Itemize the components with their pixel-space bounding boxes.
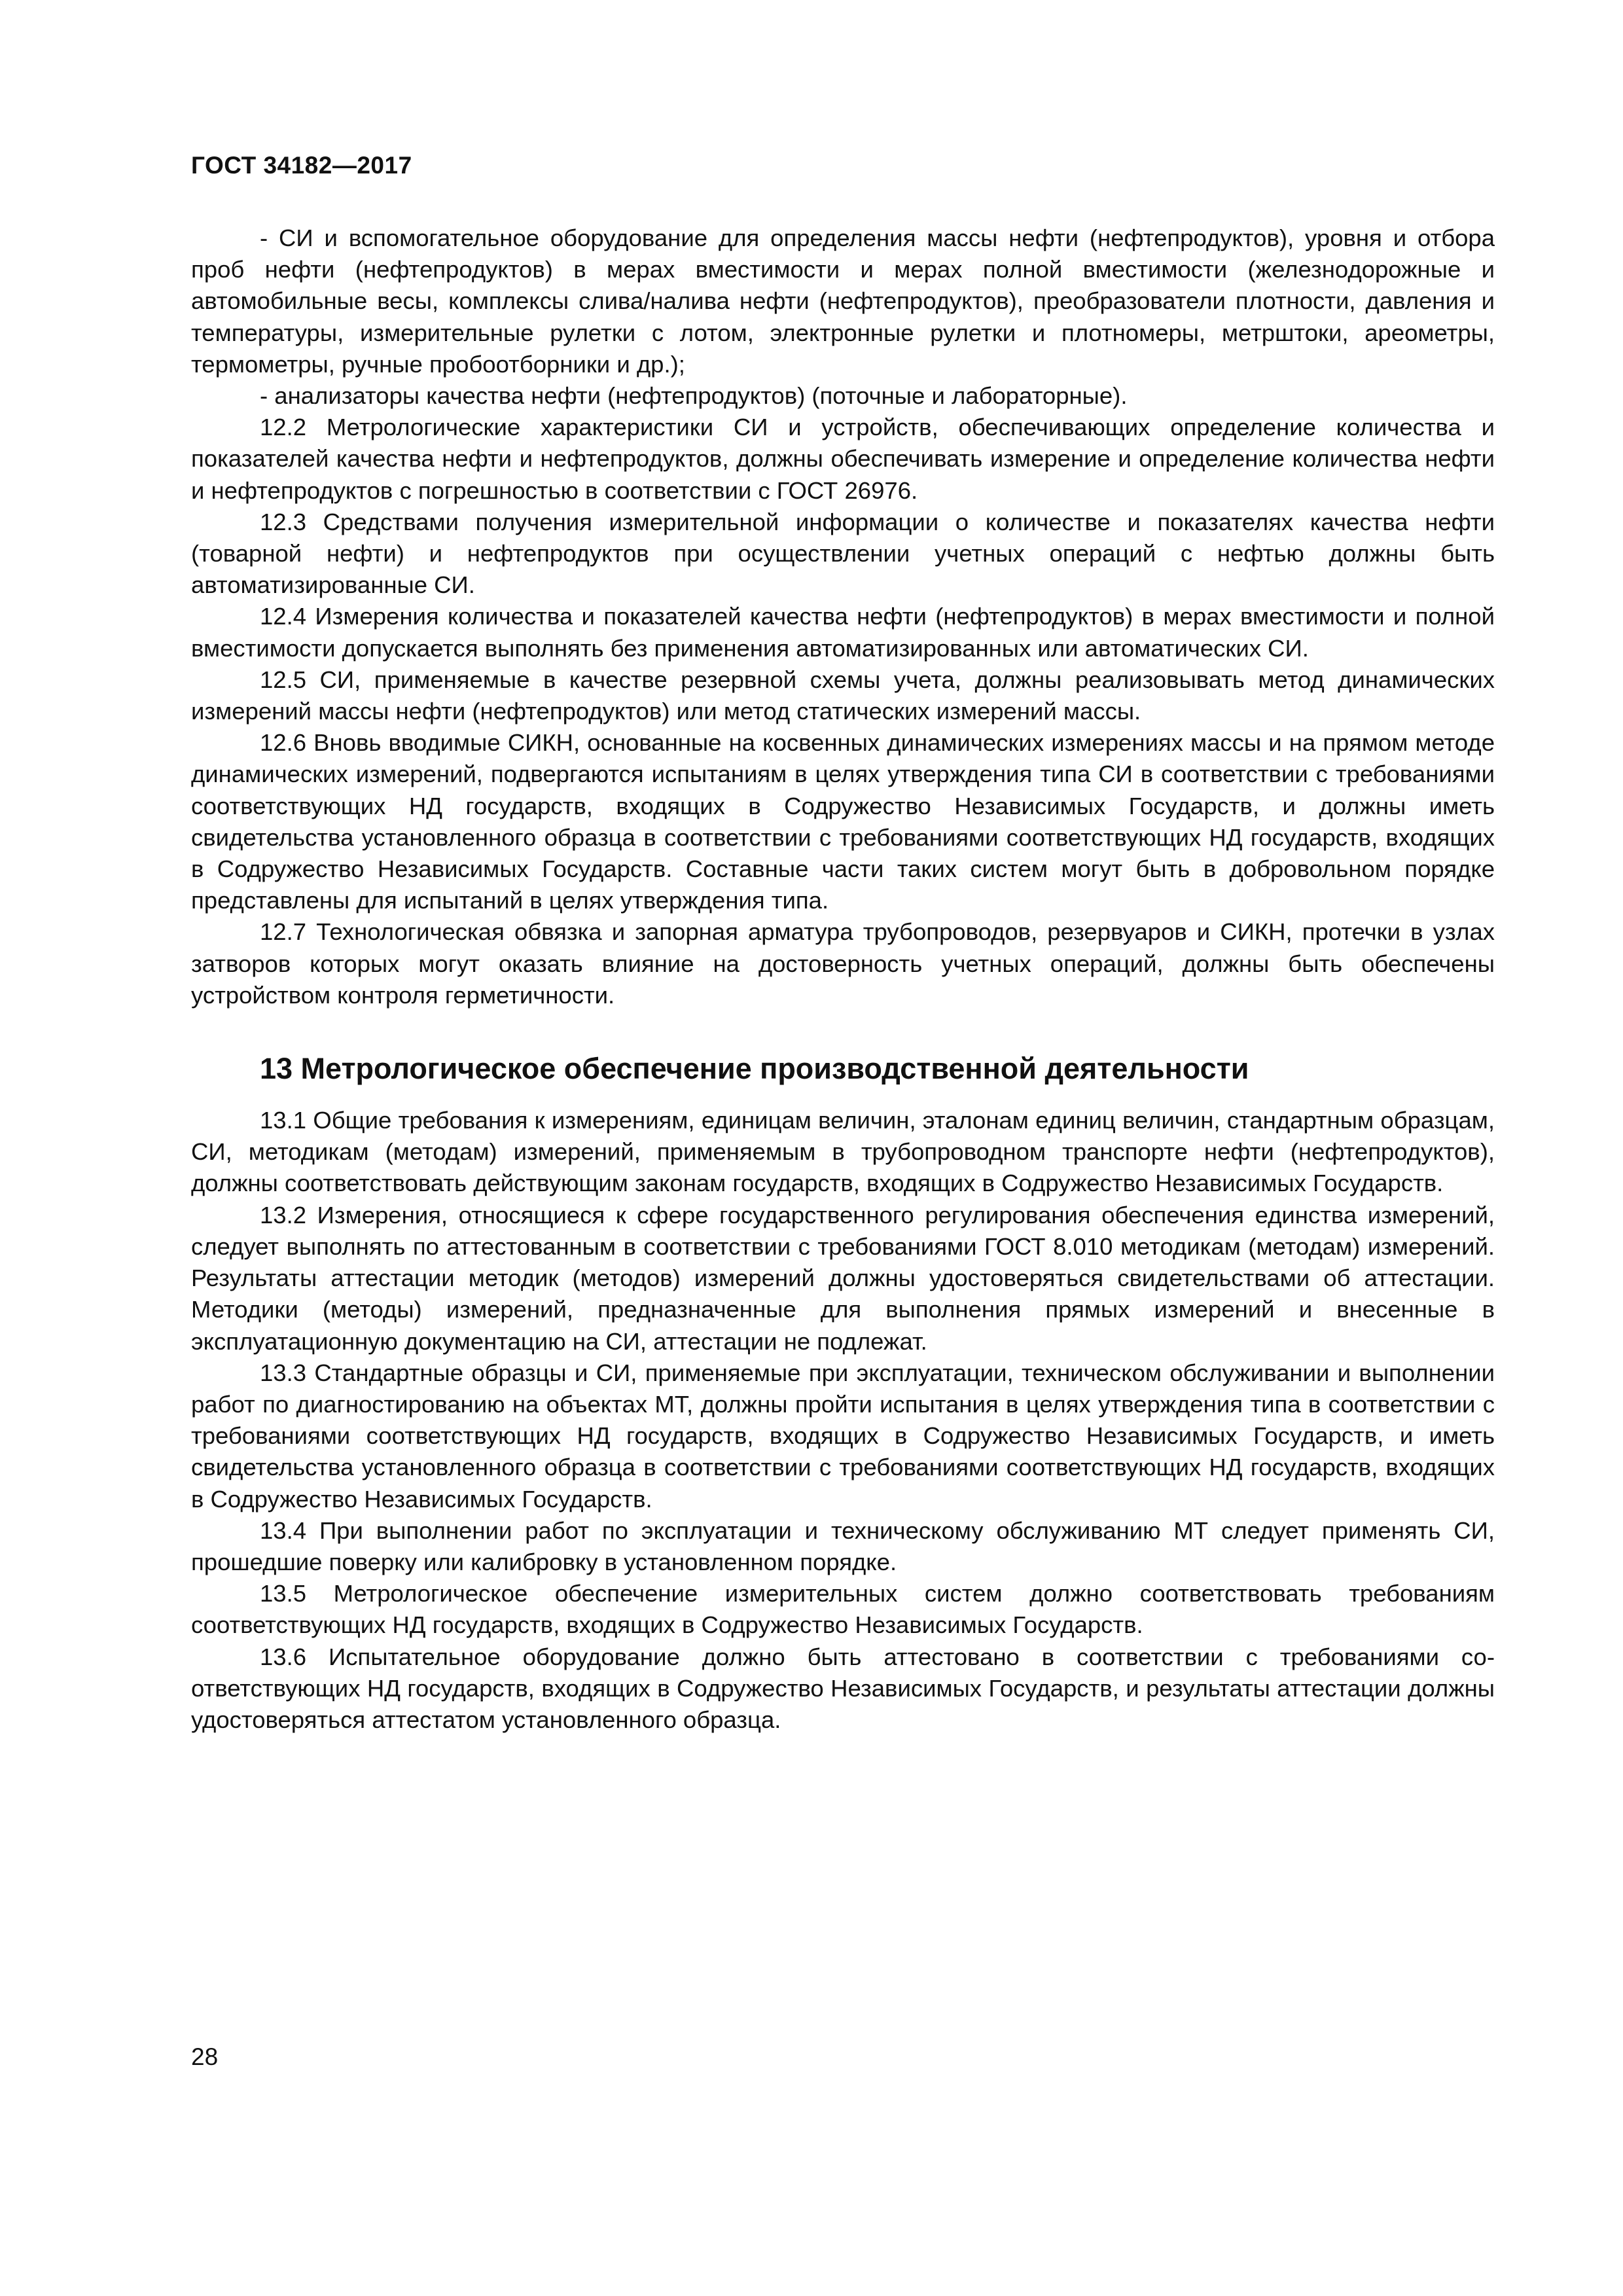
page-number: 28: [191, 2043, 219, 2070]
section-13-heading: 13 Метрологическое обеспечение производственной деятельности: [260, 1052, 1249, 1086]
paragraph-13-6: 13.6 Испытательное оборудование должно быть аттестовано в соответствии с требованиями соответствующих НД государств, входящих в Содружество Независимых Государств, и результаты аттестации должны удостоверяться аттестатом установленного образца.: [191, 1643, 1495, 1733]
paragraph-12-5: 12.5 СИ, применяемые в качестве резервной схемы учета, должны реализовывать метод динамических измерений массы нефти (нефтепродуктов) или метод статических измерений массы.: [191, 666, 1495, 725]
paragraph-12-6: 12.6 Вновь вводимые СИКН, основанные на косвенных динамических измерениях массы и на прямом методе динамических измерений, подвергаются испытаниям в целях утверждения типа СИ в соответствии с требованиями соответствующих НД государств, входящих в Содружество Независимых Государств, и должны иметь свидетельства установленного образца в соответствии с требованиями соответствующих НД государств, входящих в Содружество Независимых Государств. Составные части таких систем могут быть в добровольном порядке представлены для испытаний в целях утверждения типа.: [191, 729, 1495, 914]
paragraph-13-5: 13.5 Метрологическое обеспечение измерительных систем должно соответствовать требованиям соответствующих НД государств, входящих в Содружество Независимых Государств.: [191, 1580, 1495, 1639]
paragraph-13-4: 13.4 При выполнении работ по эксплуатации и техническому обслуживанию МТ следует применять СИ, прошедшие поверку или калибровку в установленном порядке.: [191, 1516, 1495, 1575]
document-code-header: ГОСТ 34182—2017: [191, 152, 412, 179]
list-item-measuring-equipment: - СИ и вспомогательное оборудование для определения массы нефти (нефтепродуктов), уровня и отбора проб нефти (нефтепродуктов) в мерах вместимости и мерах полной вместимости (железнодорожные и автомобильные весы, комплексы слива/налива нефти (нефтепродуктов), преобразователи плотности, давления и температуры, измерительные рулетки с лотом, электронные рулетки и плотномеры, метрштоки, ареометры, термометры, ручные пробоотборники и др.);: [191, 224, 1495, 378]
paragraph-12-4: 12.4 Измерения количества и показателей качества нефти (нефтепродуктов) в мерах вместимости и полной вместимости допускается выполнять без применения автоматизированных или автоматических СИ.: [191, 603, 1495, 662]
paragraph-13-3: 13.3 Стандартные образцы и СИ, применяемые при эксплуатации, техническом обслуживании и выполнении работ по диагностированию на объектах МТ, должны пройти испытания в целях утверждения типа в соответствии с требованиями соответствующих НД государств, входящих в Содружество Независимых Государств, и иметь свидетельства установленного образца в соответствии с требованиями соответствующих НД государств, входящих в Содружество Независимых Государств.: [191, 1359, 1495, 1513]
list-item-quality-analyzers: - анализаторы качества нефти (нефтепродуктов) (поточные и лабораторные).: [260, 382, 1128, 410]
document-body: [191, 223, 1495, 1736]
paragraph-12-7: 12.7 Технологическая обвязка и запорная арматура трубопроводов, резервуаров и СИКН, протечки в узлах затворов которых могут оказать влияние на достоверность учетных операций, должны быть обеспечены устройством контроля герметичности.: [191, 918, 1495, 1009]
paragraph-13-2: 13.2 Измерения, относящиеся к сфере государственного регулирования обеспечения единства измерений, следует выполнять по аттестованным в соответствии с требованиями ГОСТ 8.010 методикам (методам) измерений. Результаты аттестации методик (методов) измерений должны удостоверяться свидетельствами об аттестации. Методики (методы) измерений, предназначенные для выполнения прямых измерений и внесенные в эксплуатационную документацию на СИ, аттестации не подлежат.: [191, 1201, 1495, 1355]
paragraph-13-1: 13.1 Общие требования к измерениям, единицам величин, эталонам единиц величин, стандартным образцам, СИ, методикам (методам) измерений, применяемым в трубопроводном транспорте нефти (нефтепродуктов), должны соответствовать действующим законам государств, входящих в Содружество Независимых Государств.: [191, 1107, 1495, 1197]
paragraph-12-3: 12.3 Средствами получения измерительной информации о количестве и показателях качества нефти (товарной нефти) и нефтепродуктов при осуществлении учетных операций с нефтью должны быть автоматизированные СИ.: [191, 508, 1495, 599]
paragraph-12-2: 12.2 Метрологические характеристики СИ и устройств, обеспечивающих определение количества и показателей качества нефти и нефтепродуктов, должны обеспечивать измерение и определение количества нефти и нефтепродуктов с погрешностью в соответствии с ГОСТ 26976.: [191, 414, 1495, 504]
